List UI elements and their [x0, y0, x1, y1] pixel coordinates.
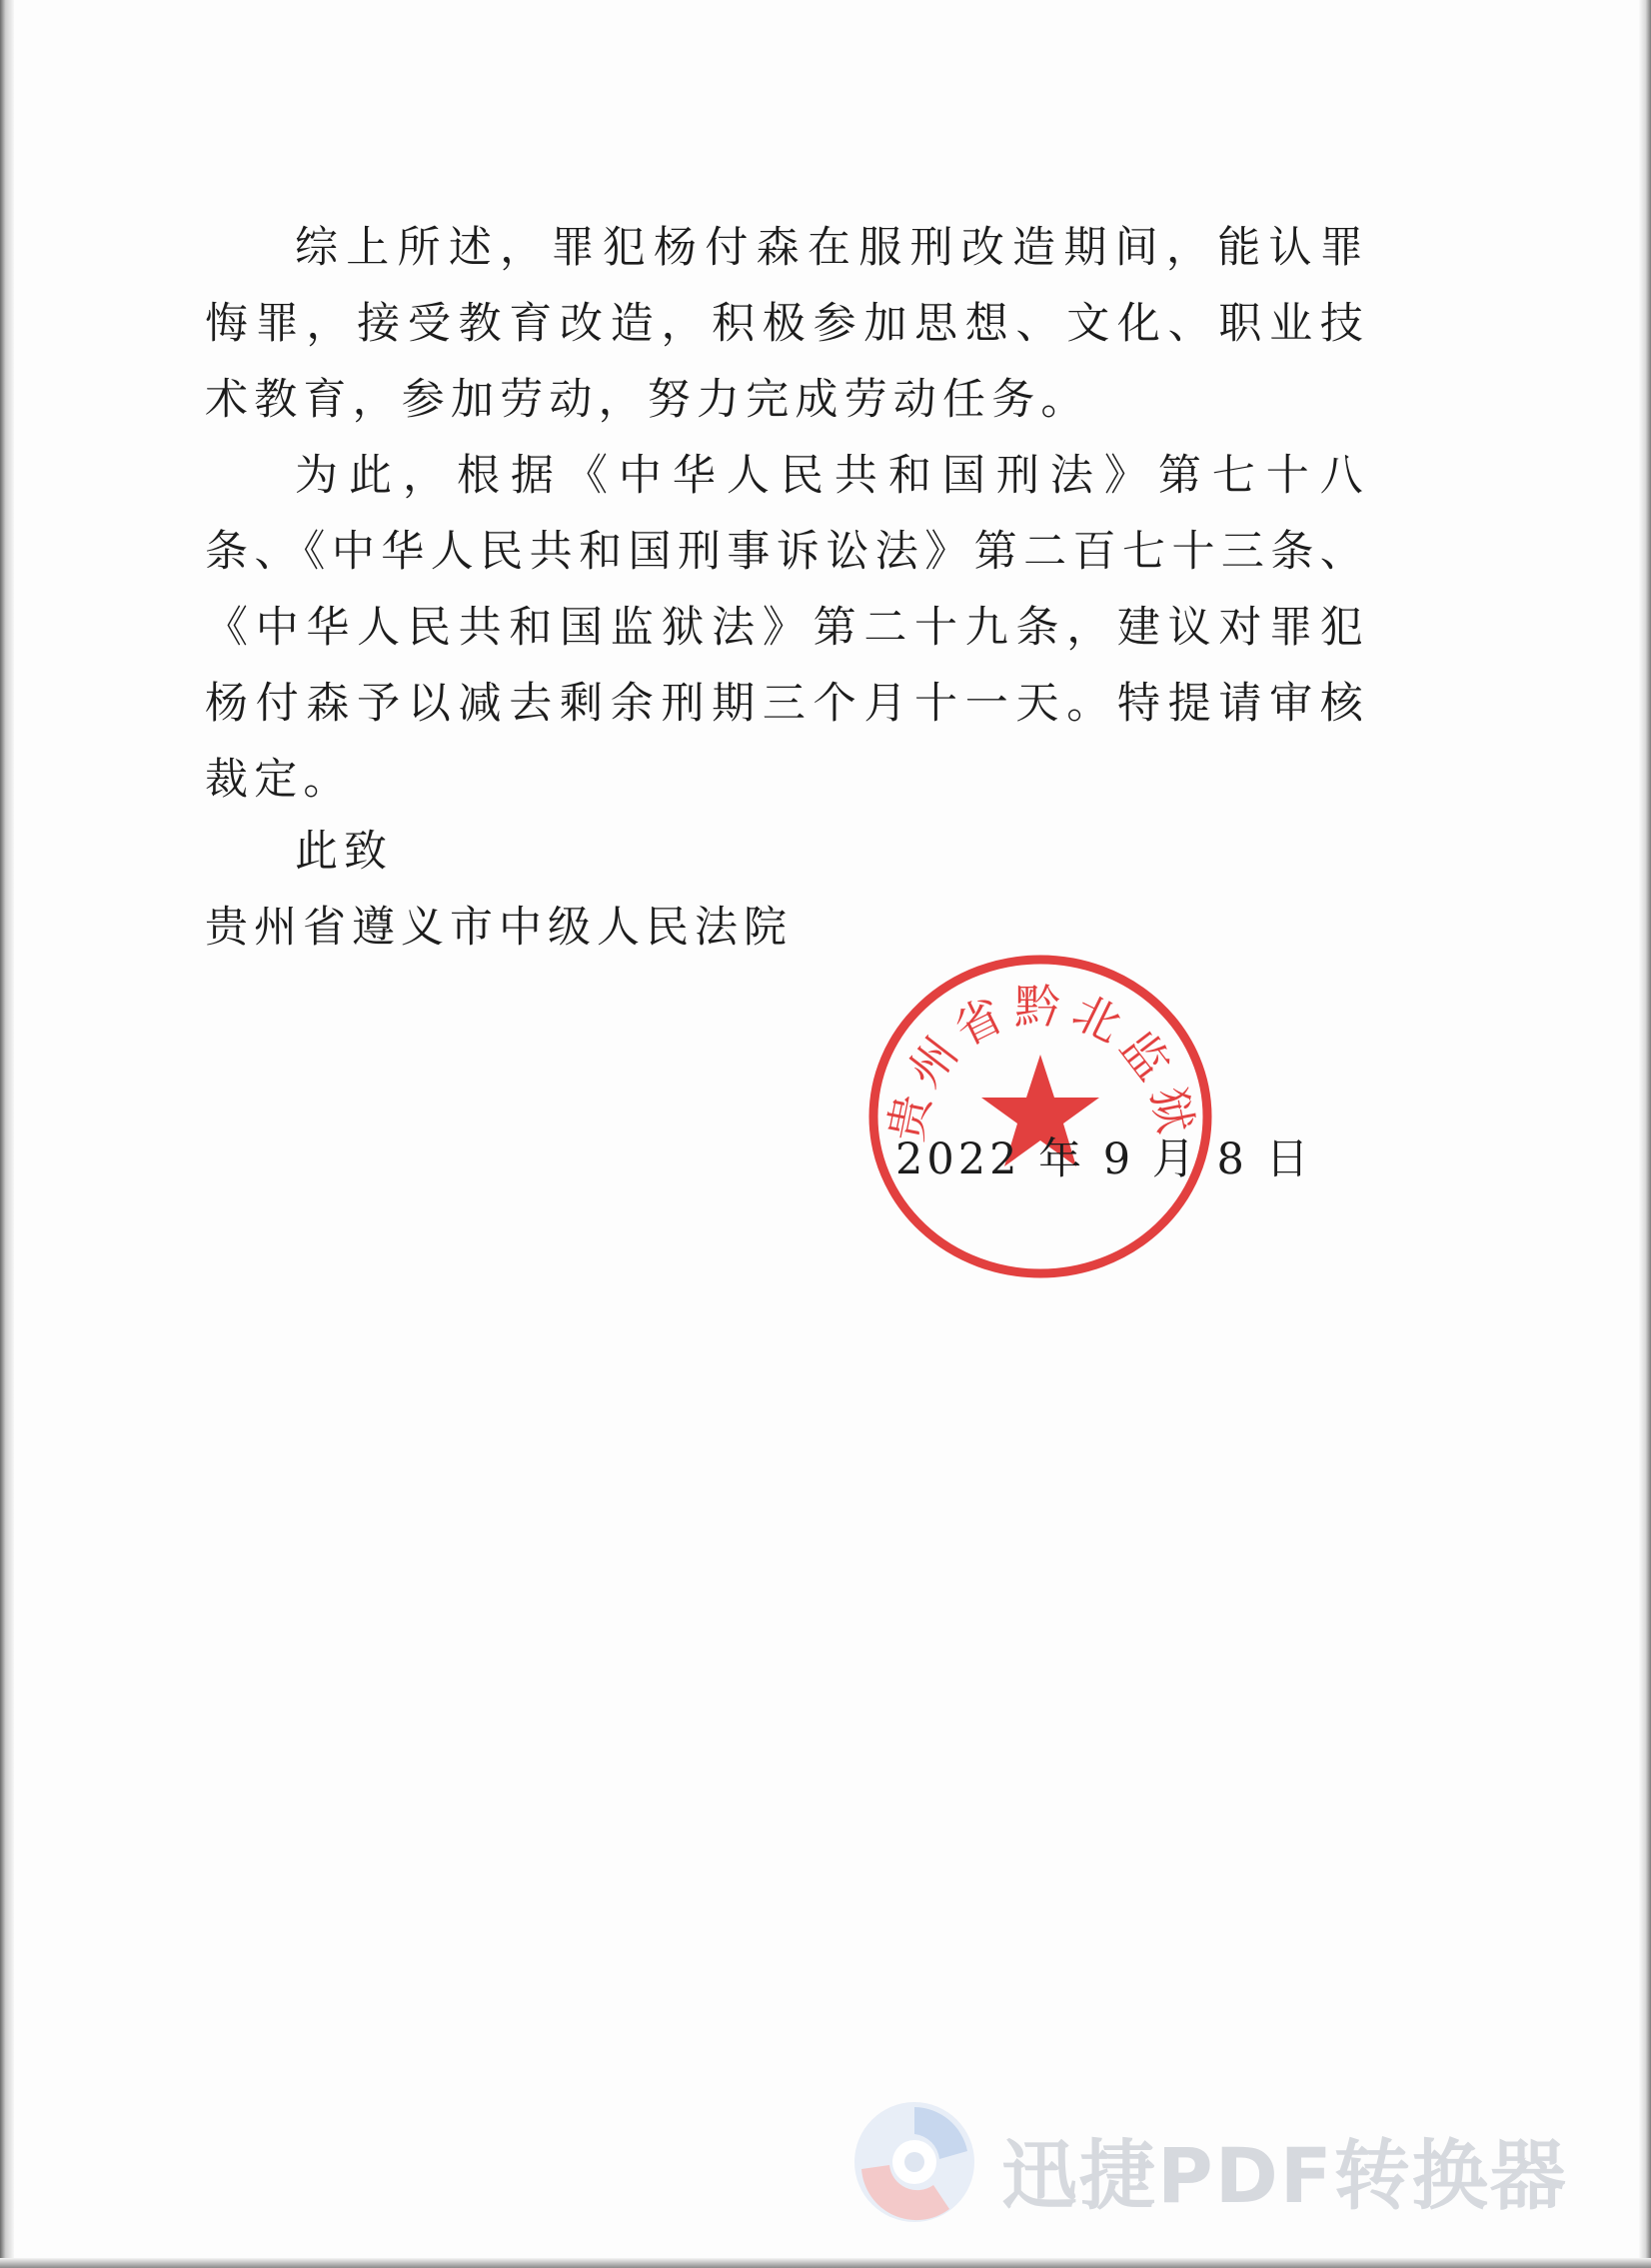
watermark-logo-icon [849, 2099, 979, 2225]
seal-text: 贵州省黔北监狱 [877, 979, 1205, 1146]
document-date: 2022 年 9 月 8 日 [895, 1134, 1313, 1184]
watermark-text: 迅捷PDF转换器 [1001, 2131, 1568, 2220]
document-body [205, 210, 1369, 818]
scan-right-edge [1639, 0, 1651, 2268]
scan-bottom-edge [0, 2258, 1651, 2268]
salutation: 此致 [295, 827, 393, 877]
paragraph-recommendation: 为此，根据《中华人民共和国刑法》第七十八条、《中华人民共和国刑事诉讼法》第二百七十三条、《中华人民共和国监狱法》第二十九条，建议对罪犯杨付森予以减去剩余刑期三个月十一天。特提请审核裁定。 [205, 451, 1369, 805]
addressee: 贵州省遵义市中级人民法院 [205, 903, 793, 953]
scan-left-edge [0, 0, 14, 2268]
official-seal-icon [867, 952, 1213, 1281]
paragraph-summary: 综上所述，罪犯杨付森在服刑改造期间，能认罪悔罪，接受教育改造，积极参加思想、文化、职业技术教育，参加劳动，努力完成劳动任务。 [205, 223, 1369, 425]
watermark [849, 2097, 1629, 2227]
